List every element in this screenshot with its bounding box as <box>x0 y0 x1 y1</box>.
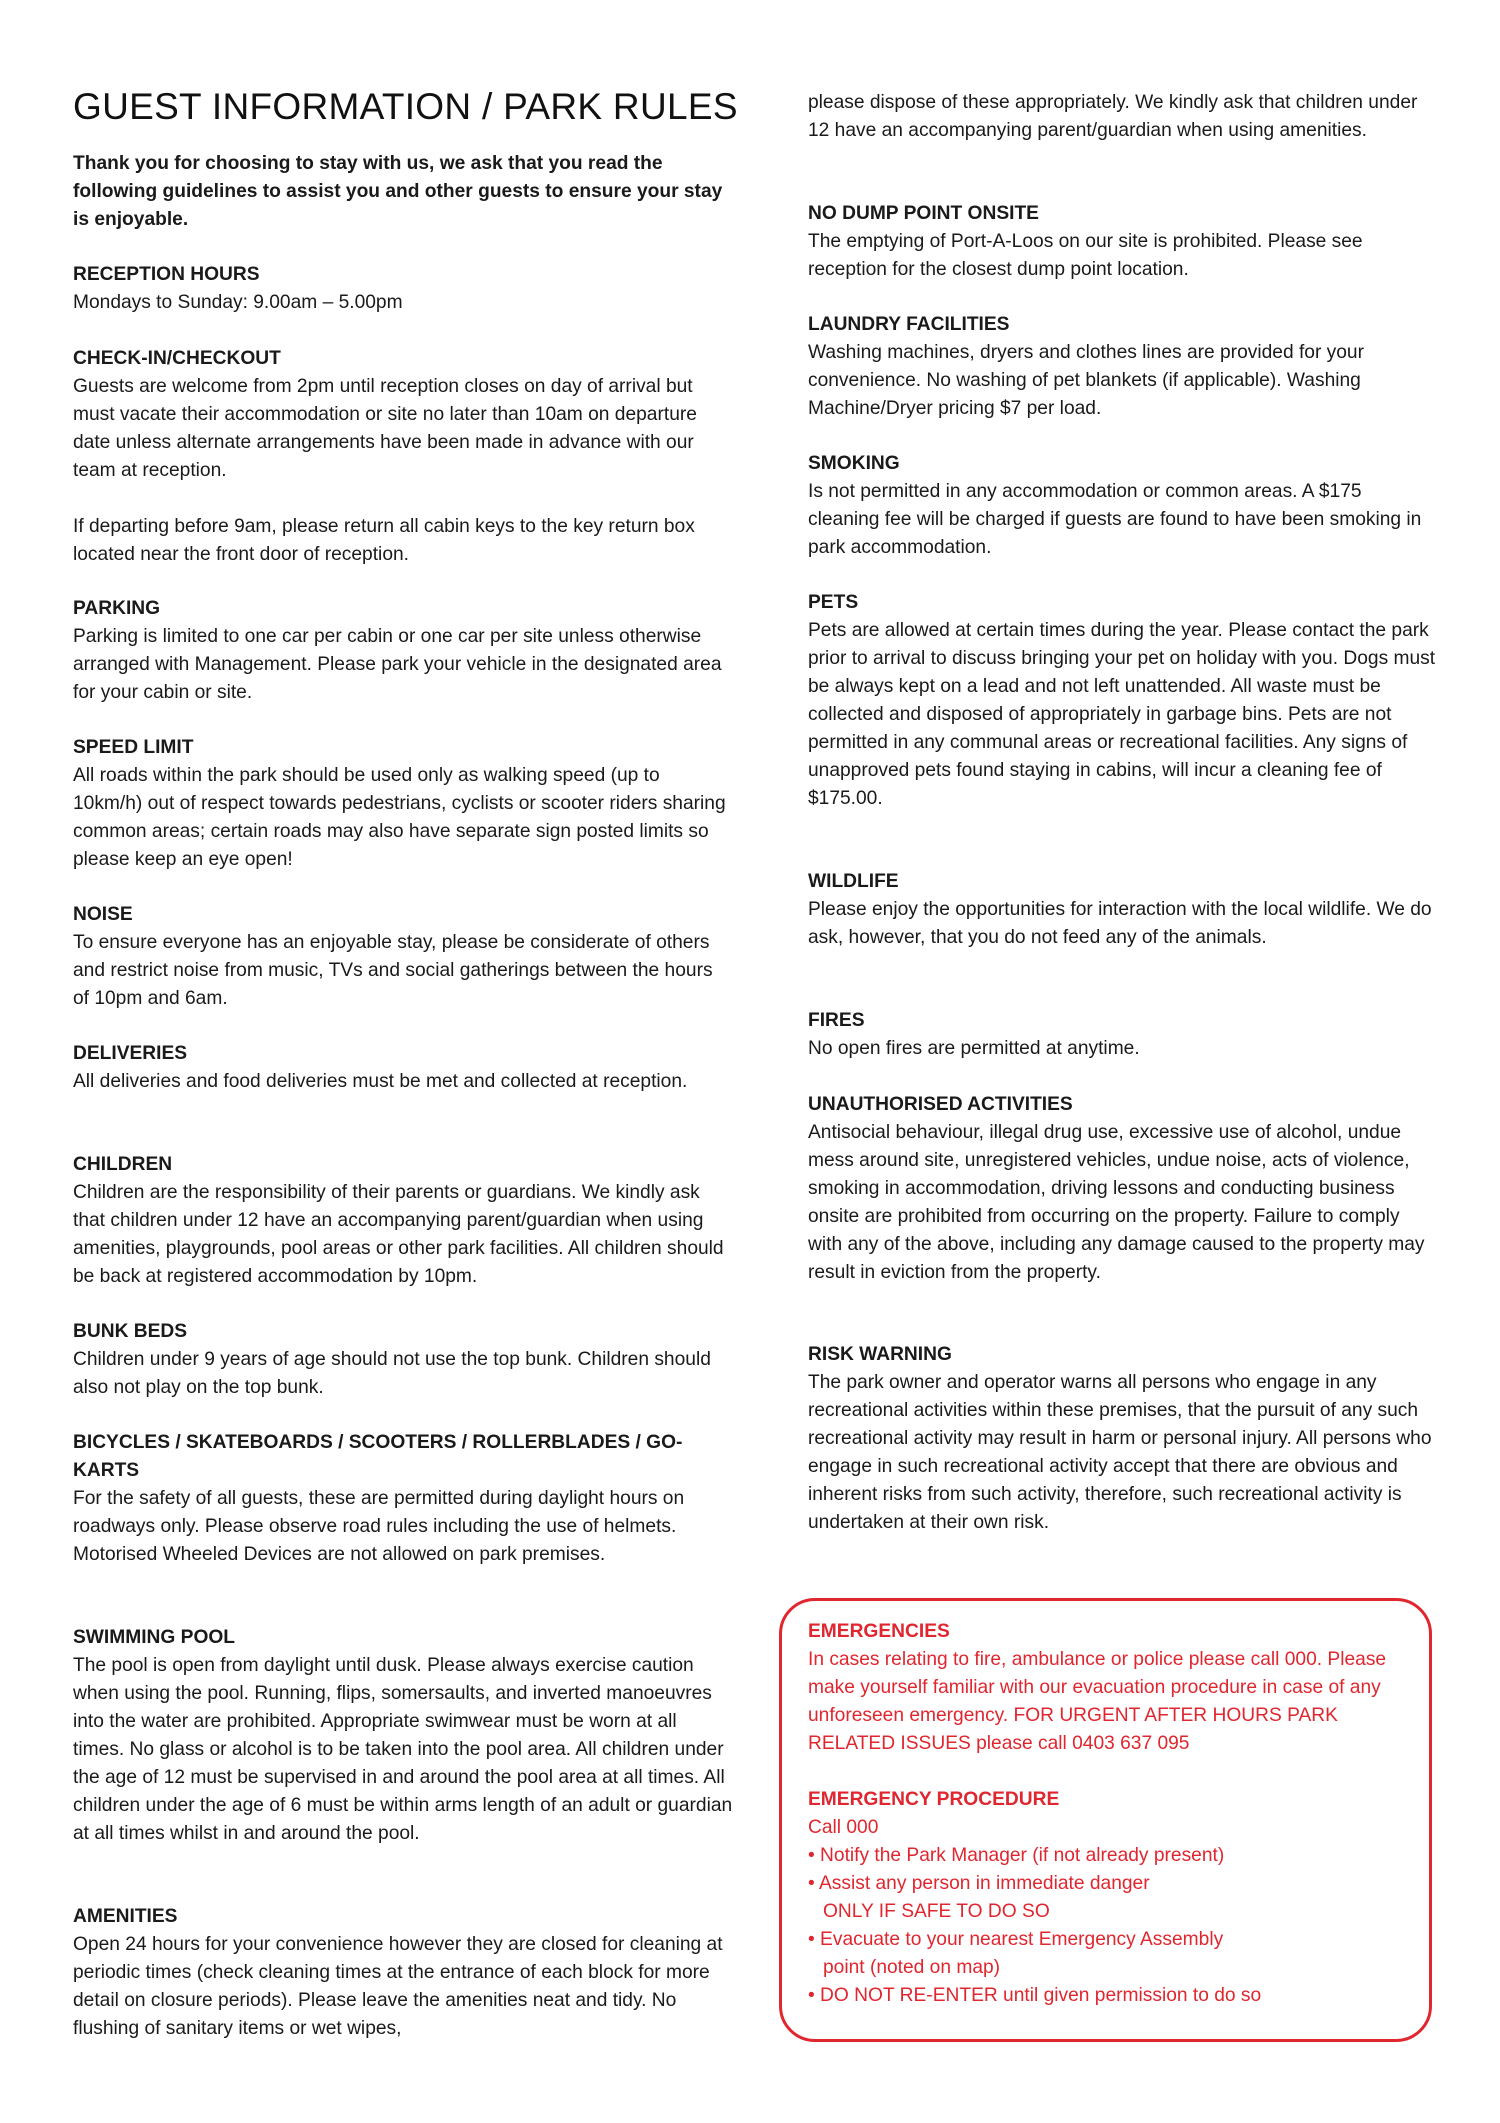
section-deliveries <box>73 1040 733 1096</box>
section-heading: BUNK BEDS <box>73 1321 188 1342</box>
section-heading: FIRES <box>808 1010 865 1031</box>
section-body: The park owner and operator warns all persons who engage in any recreational activities within these premises, that the pursuit of any such recreational activity may result in harm or personal injury. All persons who engage in such recreational activity accept that there are obvious and inherent risks from such activity, therefore, such recreational activity is undertaken at their own risk. <box>808 1372 1432 1533</box>
section-heading: NO DUMP POINT ONSITE <box>808 203 1039 224</box>
section-body: Pets are allowed at certain times during the year. Please contact the park prior to arrival to discuss bringing your pet on holiday with you. Dogs must be always kept on a lead and not left unattended. All waste must be collected and disposed of appropriately in garbage bins. Pets are not permitted in any communal areas or recreational facilities. Any signs of unapproved pets found staying in cabins, will incur a cleaning fee of $175.00. <box>808 620 1436 809</box>
procedure-step: • DO NOT RE-ENTER until given permission to do so <box>808 1985 1262 2006</box>
section-speed-limit <box>73 734 733 874</box>
section-heading: UNAUTHORISED ACTIVITIES <box>808 1094 1073 1115</box>
section-heading: SPEED LIMIT <box>73 737 194 758</box>
section-body: Open 24 hours for your convenience however they are closed for cleaning at periodic times (check cleaning times at the entrance of each block for more detail on closure periods). Please leave the amenities neat and tidy. No flushing of sanitary items or wet wipes, <box>73 1934 723 2039</box>
procedure-step: • Notify the Park Manager (if not already present) <box>808 1845 1225 1866</box>
procedure-step: • Evacuate to your nearest Emergency Assembly <box>808 1929 1224 1950</box>
section-dump-point <box>808 200 1438 284</box>
procedure-step-continued: ONLY IF SAFE TO DO SO <box>823 1901 1050 1922</box>
section-body: Washing machines, dryers and clothes lines are provided for your convenience. No washing of pet blankets (if applicable). Washing Machine/Dryer pricing $7 per load. <box>808 342 1364 419</box>
section-bunk-beds <box>73 1318 733 1402</box>
procedure-step-continued: point (noted on map) <box>823 1957 1001 1978</box>
section-body: For the safety of all guests, these are permitted during daylight hours on roadways only. Please observe road rules including the use of helmets. Motorised Wheeled Devices are not allowed on park premises. <box>73 1488 685 1565</box>
section-bicycles <box>73 1429 733 1569</box>
section-body: The pool is open from daylight until dusk. Please always exercise caution when using the pool. Running, flips, somersaults, and inverted manoeuvres into the water are prohibited. Appropriate swimwear must be worn at all times. No glass or alcohol is to be taken into the pool area. All children under the age of 12 must be supervised in and around the pool area at all times. All children under the age of 6 must be within arms length of an adult or guardian at all times whilst in and around the pool. <box>73 1655 733 1844</box>
section-pets <box>808 589 1438 813</box>
section-body: All deliveries and food deliveries must be met and collected at reception. <box>73 1071 688 1092</box>
section-heading: PETS <box>808 592 859 613</box>
section-heading: SMOKING <box>808 453 900 474</box>
section-fires <box>808 1007 1438 1063</box>
section-swimming-pool <box>73 1624 733 1848</box>
emergency-call-line: Call 000 <box>808 1817 879 1838</box>
section-heading: RISK WARNING <box>808 1344 952 1365</box>
emergency-procedure-heading: EMERGENCY PROCEDURE <box>808 1789 1060 1810</box>
section-body: To ensure everyone has an enjoyable stay, please be considerate of others and restrict noise from music, TVs and social gatherings between the hours of 10pm and 6am. <box>73 932 713 1009</box>
section-body: No open fires are permitted at anytime. <box>808 1038 1140 1059</box>
section-heading: BICYCLES / SKATEBOARDS / SCOOTERS / ROLLERBLADES / GO-KARTS <box>73 1432 683 1481</box>
section-heading: NOISE <box>73 904 133 925</box>
section-heading: CHECK-IN/CHECKOUT <box>73 348 281 369</box>
section-wildlife <box>808 868 1438 952</box>
section-body: Children are the responsibility of their parents or guardians. We kindly ask that children under 12 have an accompanying parent/guardian when using amenities, playgrounds, pool areas or other park facilities. All children should be back at registered accommodation by 10pm. <box>73 1182 724 1287</box>
intro-text: Thank you for choosing to stay with us, we ask that you read the following guidelines to assist you and other guests to ensure your stay is enjoyable. <box>73 153 723 230</box>
section-body: The emptying of Port-A-Loos on our site is prohibited. Please see reception for the closest dump point location. <box>808 231 1363 280</box>
section-heading: LAUNDRY FACILITIES <box>808 314 1010 335</box>
section-amenities-continued <box>808 89 1438 145</box>
section-body: Antisocial behaviour, illegal drug use, excessive use of alcohol, undue mess around site, unregistered vehicles, undue noise, acts of violence, smoking in accommodation, driving lessons and conducting business onsite are prohibited from occurring on the property. Failure to comply with any of the above, including any damage caused to the property may result in eviction from the property. <box>808 1122 1425 1283</box>
emergency-heading: EMERGENCIES <box>808 1621 950 1642</box>
emergency-procedure <box>808 1786 1428 2010</box>
section-heading: AMENITIES <box>73 1906 178 1927</box>
section-body: Parking is limited to one car per cabin or one car per site unless otherwise arranged with Management. Please park your vehicle in the designated area for your cabin or site. <box>73 626 722 703</box>
section-noise <box>73 901 733 1013</box>
section-laundry <box>808 311 1438 423</box>
procedure-step: • Assist any person in immediate danger <box>808 1873 1150 1894</box>
section-heading: WILDLIFE <box>808 871 899 892</box>
section-body: Please enjoy the opportunities for interaction with the local wildlife. We do ask, however, that you do not feed any of the animals. <box>808 899 1432 948</box>
section-smoking <box>808 450 1438 562</box>
section-body: please dispose of these appropriately. We kindly ask that children under 12 have an accompanying parent/guardian when using amenities. <box>808 92 1418 141</box>
section-heading: SWIMMING POOL <box>73 1627 236 1648</box>
page-title: GUEST INFORMATION / PARK RULES <box>73 86 738 127</box>
section-body: Children under 9 years of age should not use the top bunk. Children should also not play on the top bunk. <box>73 1349 711 1398</box>
section-heading: DELIVERIES <box>73 1043 188 1064</box>
section-risk-warning <box>808 1341 1438 1537</box>
section-checkin <box>73 345 733 569</box>
section-reception <box>73 261 733 317</box>
section-heading: PARKING <box>73 598 161 619</box>
emergency-section <box>808 1618 1428 1758</box>
section-children <box>73 1151 733 1291</box>
section-body: Mondays to Sunday: 9.00am – 5.00pm <box>73 292 403 313</box>
section-body: All roads within the park should be used only as walking speed (up to 10km/h) out of respect towards pedestrians, cyclists or scooter riders sharing common areas; certain roads may also have separate sign posted limits so please keep an eye open! <box>73 765 726 870</box>
section-body: Is not permitted in any accommodation or common areas. A $175 cleaning fee will be charged if guests are found to have been smoking in park accommodation. <box>808 481 1422 558</box>
section-body-2: If departing before 9am, please return all cabin keys to the key return box located near the front door of reception. <box>73 516 695 565</box>
section-parking <box>73 595 733 707</box>
section-heading: RECEPTION HOURS <box>73 264 260 285</box>
section-heading: CHILDREN <box>73 1154 173 1175</box>
section-amenities <box>73 1903 733 2043</box>
section-unauthorised-activities <box>808 1091 1438 1287</box>
section-body: Guests are welcome from 2pm until reception closes on day of arrival but must vacate their accommodation or site no later than 10am on departure date unless alternate arrangements have been made in advance with our team at reception. <box>73 376 697 481</box>
emergency-body: In cases relating to fire, ambulance or police please call 000. Please make yourself familiar with our evacuation procedure in case of any unforeseen emergency. FOR URGENT AFTER HOURS PARK RELATED ISSUES please call 0403 637 095 <box>808 1649 1387 1754</box>
